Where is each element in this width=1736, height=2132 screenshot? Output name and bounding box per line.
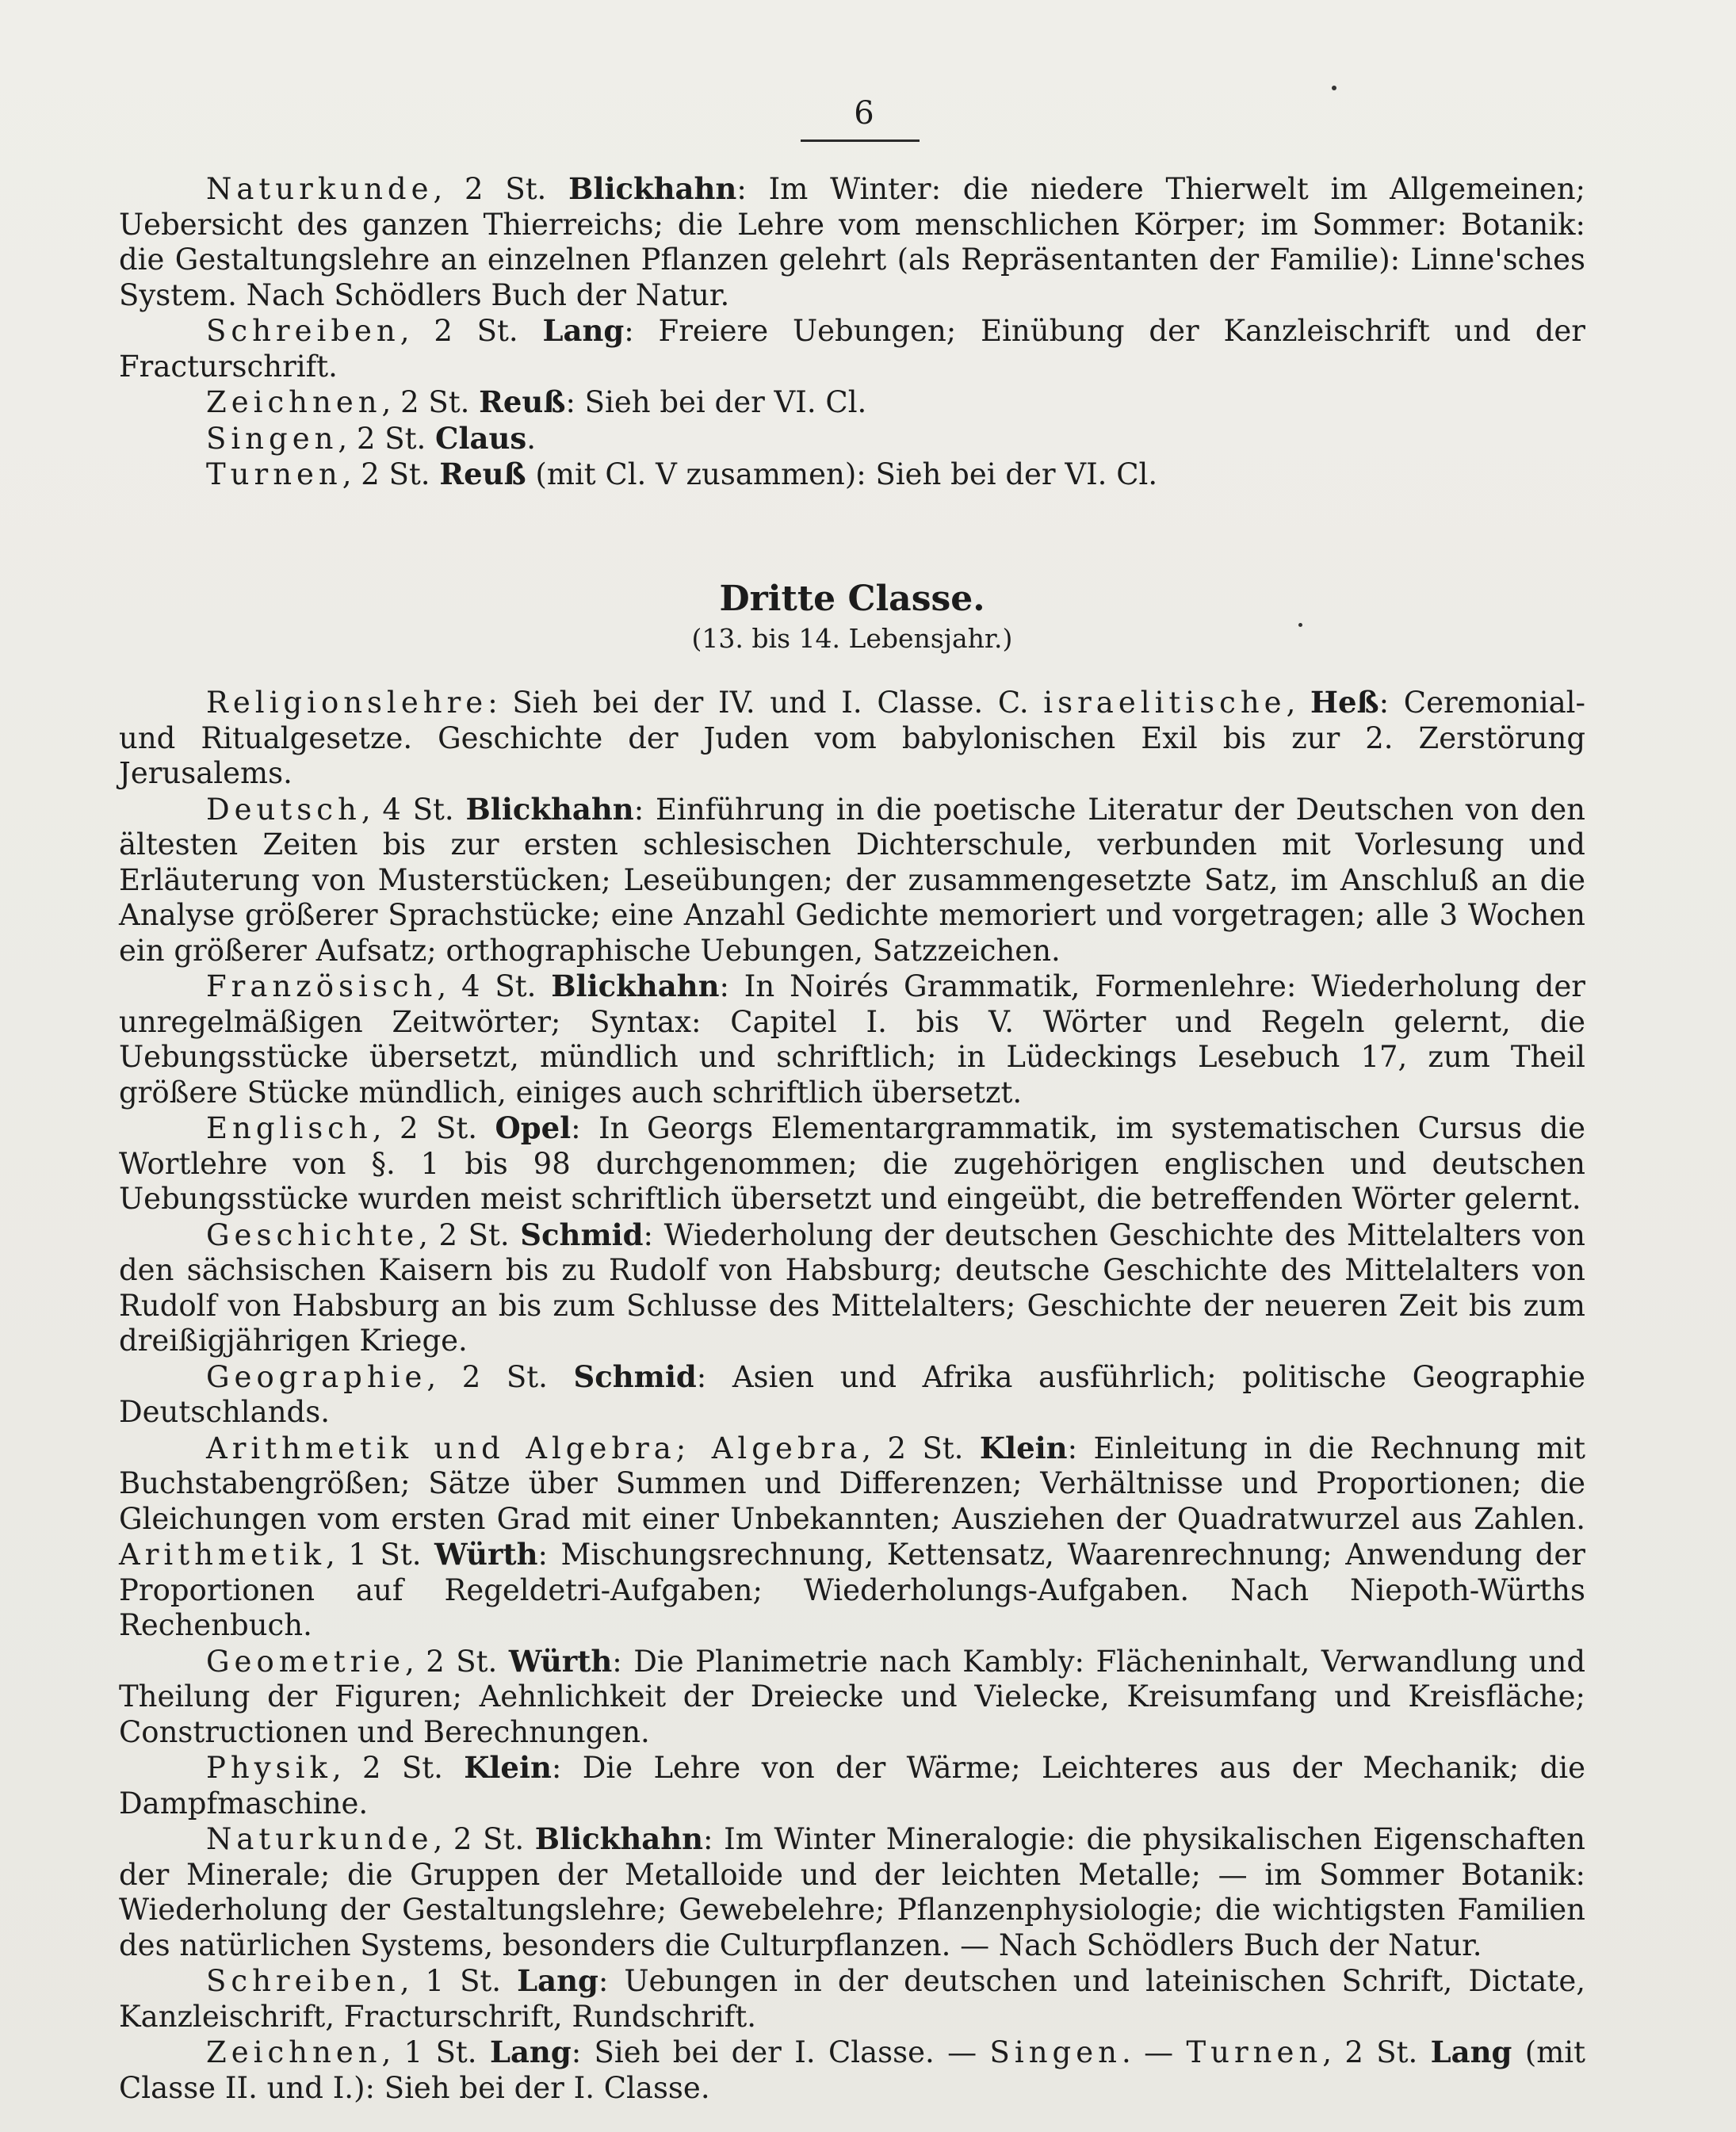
third-class-block bbox=[119, 685, 1585, 2106]
entry-turnen: Turnen, 2 St. Reuß (mit Cl. V zusammen): Sieh bei der VI. Cl. bbox=[206, 457, 1158, 491]
section-age-range: (13. bis 14. Lebensjahr.) bbox=[691, 623, 1013, 654]
entry-physik: Physik, 2 St. Klein: Die Lehre von der Wärme; Leichteres aus der Mechanik; die Dampfmaschine. bbox=[119, 1750, 1586, 1821]
entry-geographie: Geographie, 2 St. Schmid: Asien und Afrika ausführlich; politische Geographie Deutschlands. bbox=[119, 1358, 1585, 1429]
entry-geometrie: Geometrie, 2 St. Würth: Die Planimetrie nach Kambly: Flächeninhalt, Verwandlung und Theilung der Figuren; Aehnlichkeit der Dreiecke und Vielecke, Kreisumfang und Kreisfläche; Constructionen und Berechnungen. bbox=[119, 1643, 1586, 1749]
entry-geschichte: Geschichte, 2 St. Schmid: Wiederholung der deutschen Geschichte des Mittelalters von den sächsischen Kaisern bis zu Rudolf von Habsburg; deutsche Geschichte des Mittelalters von Rudolf von Habsburg an bis zum Schlusse des Mittelalters; Geschichte der neueren Zeit bis zum dreißigjährigen Kriege. bbox=[119, 1217, 1586, 1358]
entry-schreiben: Schreiben, 2 St. Lang: Freiere Uebungen; Einübung der Kanzleischrift und der Fracturschrift. bbox=[119, 313, 1585, 384]
page-number-rule bbox=[801, 139, 920, 142]
section-header bbox=[119, 577, 1585, 669]
previous-class-block bbox=[119, 171, 1585, 493]
ink-speck bbox=[1332, 86, 1336, 90]
page-number: 6 bbox=[854, 95, 874, 132]
entry-zeichnen-singen-turnen: Zeichnen, 1 St. Lang: Sieh bei der I. Classe. — Singen. — Turnen, 2 St. Lang (mit Classe II. und I.): Sieh bei der I. Classe. bbox=[119, 2035, 1585, 2105]
entry-deutsch: Deutsch, 4 St. Blickhahn: Einführung in die poetische Literatur der Deutschen von den ältesten Zeiten bis zur ersten schlesischen Dichterschule, verbunden mit Vorlesung und Erläuterung von Musterstücken; Leseübungen; der zusammengesetzte Satz, im Anschluß an die Analyse größerer Sprachstücke; eine Anzahl Gedichte memoriert und vorgetragen; alle 3 Wochen ein größerer Aufsatz; orthographische Uebungen, Satzzeichen. bbox=[119, 791, 1585, 968]
ink-speck bbox=[1298, 623, 1302, 627]
entry-englisch: Englisch, 2 St. Opel: In Georgs Elementargrammatik, im systematischen Cursus die Wortlehre von §. 1 bis 98 durchgenommen; die zugehörigen englischen und deutschen Uebungsstücke wurden meist schriftlich übersetzt und eingeübt, die betreffenden Wörter gelernt. bbox=[119, 1110, 1585, 1216]
entry-franzoesisch: Französisch, 4 St. Blickhahn: In Noirés Grammatik, Formenlehre: Wiederholung der unregelmäßigen Zeitwörter; Syntax: Capitel I. bis V. Wörter und Regeln gelernt, die Uebungsstücke übersetzt, mündlich und schriftlich; in Lüdeckings Lesebuch 17, zum Theil größere Stücke mündlich, einiges auch schriftlich übersetzt. bbox=[119, 969, 1585, 1110]
section-title: Dritte Classe. bbox=[719, 579, 985, 619]
entry-religionslehre: Religionslehre: Sieh bei der IV. und I. Classe. C. israelitische, Heß: Ceremonial- und Ritualgesetze. Geschichte der Juden vom babylonischen Exil bis zur 2. Zerstörung Jerusalems. bbox=[119, 685, 1585, 790]
entry-naturkunde: Naturkunde, 2 St. Blickhahn: Im Winter: die niedere Thierwelt im Allgemeinen; Uebersicht des ganzen Thierreichs; die Lehre vom menschlichen Körper; im Sommer: Botanik: die Gestaltungslehre an einzelnen Pflanzen gelehrt (als Repräsentanten der Familie): Linne'sches System. Nach Schödlers Buch der Natur. bbox=[119, 171, 1585, 312]
entry-singen: Singen, 2 St. Claus. bbox=[206, 420, 536, 456]
entry-arithmetik-algebra: Arithmetik und Algebra; Algebra, 2 St. Klein: Einleitung in die Rechnung mit Buchstabengrößen; Sätze über Summen und Differenzen; Verhältnisse und Proportionen; die Gleichungen vom ersten Grad mit einer Unbekannten; Ausziehen der Quadratwurzel aus Zahlen. Arithmetik, 1 St. Würth: Mischungsrechnung, Kettensatz, Waarenrechnung; Anwendung der Proportionen auf Regeldetri-Aufgaben; Wiederholungs-Aufgaben. Nach Niepoth-Würths Rechenbuch. bbox=[119, 1430, 1585, 1642]
entry-zeichnen: Zeichnen, 2 St. Reuß: Sieh bei der VI. Cl. bbox=[206, 384, 867, 419]
entry-schreiben-third: Schreiben, 1 St. Lang: Uebungen in der deutschen und lateinischen Schrift, Dictate, Kanzleischrift, Fracturschrift, Rundschrift. bbox=[119, 1963, 1585, 2034]
entry-naturkunde-third: Naturkunde, 2 St. Blickhahn: Im Winter Mineralogie: die physikalischen Eigenschaften der Minerale; die Gruppen der Metalloide und der leichten Metalle; — im Sommer Botanik: Wiederholung der Gestaltungslehre; Gewebelehre; Pflanzenphysiologie; die wichtigsten Familien des natürlichen Systems, besonders die Culturpflanzen. — Nach Schödlers Buch der Natur. bbox=[119, 1821, 1586, 1962]
